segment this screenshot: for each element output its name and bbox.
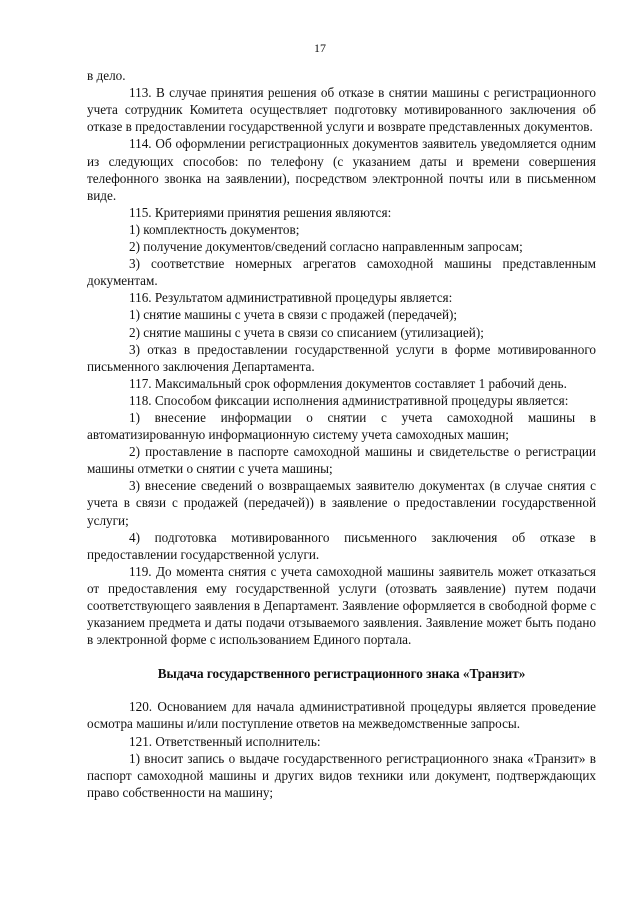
list-item-116-2: 2) снятие машины с учета в связи со списанием (утилизацией); bbox=[129, 324, 484, 340]
list-item-116-1: 1) снятие машины с учета в связи с продажей (передачей); bbox=[129, 307, 458, 323]
list-item-118-1: 1) внесение информации о снятии с учета самоходной машины в автоматизированную информационную систему учета самоходных машин; bbox=[87, 409, 596, 443]
list-item-118-4: 4) подготовка мотивированного письменного заключения об отказе в предоставлении государственной услуги. bbox=[87, 529, 596, 562]
list-item-116-3: 3) отказ в предоставлении государственной услуги в форме мотивированного письменного заключения Департамента. bbox=[87, 341, 596, 374]
paragraph-114: 114. Об оформлении регистрационных документов заявитель уведомляется одним из следующих способов: по телефону (с указанием даты и времени совершения телефонного звонка на заявлении), посредством электронной почты или в письменном виде. bbox=[87, 136, 596, 203]
paragraph-119: 119. До момента снятия с учета самоходной машины заявитель может отказаться от предоставления ему государственной услуги (отозвать заявление) путем подачи соответствующего заявления в Департамент. Заявление оформляется в свободной форме с указанием предмета и даты подачи отзываемого заявления. Заявление может быть подано в электронной форме с использованием Единого портала. bbox=[87, 563, 596, 648]
paragraph-121: 121. Ответственный исполнитель: bbox=[129, 733, 321, 749]
list-item-115-1: 1) комплектность документов; bbox=[129, 221, 300, 237]
paragraph-continuation: в дело. bbox=[87, 68, 126, 84]
list-item-118-2: 2) проставление в паспорте самоходной машины и свидетельстве о регистрации машины отметки о снятии с учета машины; bbox=[87, 444, 596, 477]
paragraph-118: 118. Способом фиксации исполнения административной процедуры является: bbox=[129, 392, 569, 408]
paragraph-113: 113. В случае принятия решения об отказе в снятии машины с регистрационного учета сотрудник Комитета осуществляет подготовку мотивированного заключения об отказе в предоставлении государственной услуги и возврате представленных документов. bbox=[87, 85, 596, 135]
paragraph-120: 120. Основанием для начала административной процедуры является проведение осмотра машины и/или поступление ответов на межведомственные запросы. bbox=[87, 699, 596, 732]
paragraph-115: 115. Критериями принятия решения являются: bbox=[129, 204, 392, 220]
paragraph-116: 116. Результатом административной процедуры является: bbox=[129, 290, 453, 306]
paragraph-117: 117. Максимальный срок оформления документов составляет 1 рабочий день. bbox=[129, 375, 567, 391]
list-item-121-1: 1) вносит запись о выдаче государственного регистрационного знака «Транзит» в паспорт самоходной машины и других видов техники или документ, подтверждающих право собственности на машину; bbox=[87, 750, 596, 800]
list-item-115-2: 2) получение документов/сведений согласно направленным запросам; bbox=[129, 239, 523, 255]
page-number: 17 bbox=[314, 41, 326, 55]
list-item-115-3: 3) соответствие номерных агрегатов самоходной машины представленным документам. bbox=[87, 256, 596, 289]
section-heading: Выдача государственного регистрационного знака «Транзит» bbox=[157, 666, 526, 682]
list-item-118-3: 3) внесение сведений о возвращаемых заявителю документах (в случае снятия с учета в связи с продажей (передачей)) в заявление о предоставлении государственной услуги; bbox=[87, 478, 596, 528]
